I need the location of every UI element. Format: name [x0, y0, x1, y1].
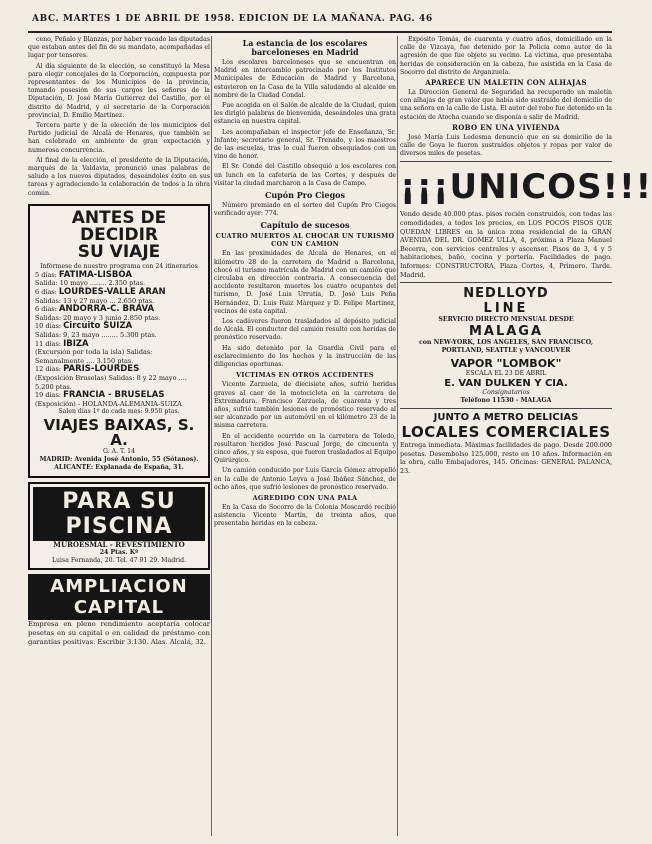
paragraph: Los escolares barceloneses que se encuentran en Madrid en intercambio patrocinado por los Institutos Municipales de Educación de Madrid y Barcelona, estuvieron en la Casa de la Villa saludando al alcalde en nombre de la Ciudad Condal. — [214, 59, 396, 99]
paragraph: Tercera parte y de la elección de los municipios del Partido judicial de Alcalá de Henares, que también se han celebrado en ambiente de gran expectación y numerosa concurrencia. — [28, 122, 210, 154]
travel-ad — [28, 204, 210, 479]
unicos-text: Vendo desde 40.000 ptas. pisos recién construidos, con todas las comodidades, a todos los precios, en LOS POCOS PISOS QUE QUEDAN LIBRES en la única zona residencial de la GRAN AVENIDA DEL DR. GOMEZ ULLA, 4, próxima a Plaza Manuel Becerra, con servicios centrales y ascensor. Pisos de 3, 4 y 5 habitaciones, baño, cocina y portería. Facilidades de pago. Informes: CONSTRUCTORA, Plaza Cortes, 4, Primero. Tarde. Madrid. — [400, 210, 612, 279]
paragraph: Fue acogida en el Salón de alcalde de la Ciudad, quien les dirigió palabras de bienvenida, deseándoles una grata estancia en nuestra capital. — [214, 102, 396, 126]
paragraph: En la Casa de Socorro de la Colonia Moscardó recibió asistencia Vicente Martín, de treinta años, que presentaba heridas en la cabeza. — [214, 503, 396, 528]
headline: Cupón Pro Ciegos — [265, 190, 345, 201]
subheadline: CUATRO MUERTOS AL CHOCAR UN TURISMO CON UN CAMION — [215, 232, 395, 249]
pool-ad-sub: MUROESMAL - REVESTIMIENTO — [53, 540, 185, 550]
nedlloyd-phone: Teléfono 11530 - MALAGA — [460, 397, 552, 405]
divider — [400, 282, 612, 283]
subheadline: AGREDIDO CON UNA PALA — [252, 493, 358, 502]
travel-ad-address: MADRID: Avenida José Antonio, 55 (Sótanos). ALICANTE: Explanada de España, 31. — [39, 456, 199, 472]
nedlloyd-consignees: Consignatarios — [482, 389, 530, 397]
nedlloyd-date: ESCALA EL 23 DE ABRIL — [465, 370, 547, 378]
pool-ad-title: PARA SU PISCINA — [33, 487, 205, 541]
paragraph: Al día siguiente de la elección, se constituyó la Mesa para elegir concejales de la Corporación, compuesta por representantes de los Municipios de la provincia, tomando posesión de sus cargos los señores de la Diputación, D. José María Gutiérrez del Castillo, por el distrito de Madrid, y el secretario de la Corporación provincial, D. Emilio Martínez. — [28, 62, 210, 119]
trip-item: 11 días: IBIZA (Excursión por toda la isla) Salidas: Semanalmente .... 3.150 ptas. — [35, 338, 153, 365]
nedlloyd-line: LINE — [483, 301, 529, 317]
trip-item: 6 días: ANDORRA-C. BRAVA Salidas: 20 mayo y 3 junio 2.850 ptas. — [35, 304, 161, 322]
paragraph: El Sr. Conde del Castillo obsequió a los escolares con un lunch en la cafetería de las Cortes, y después de visitar la ciudad marcharon a la Casa de Campo. — [214, 163, 396, 187]
subheadline: VICTIMAS EN OTROS ACCIDENTES — [236, 371, 374, 380]
nedlloyd-destinations: con NEW-YORK, LOS ANGELES, SAN FRANCISCO, PORTLAND, SEATTLE y VANCOUVER — [419, 339, 593, 355]
paragraph: Expósito Tomás, de cuarenta y cuatro años, domiciliado en la calle de Vizcaya, fue detenido por la Policía como autor de la agresión de que fue objeto su vecino. La víctima, que presentaba heridas de consideración en la cabeza, fue asistida en la Casa de Socorro del distrito de Arganzuela. — [400, 36, 612, 76]
travel-ad-title: ANTES DE DECIDIR — [71, 207, 167, 245]
capital-ad-title: AMPLIACION CAPITAL — [28, 574, 210, 620]
paragraph: Un camión conducido por Luis García Gómez atropelló en la calle de Antonio Leyva a José Ibáñez Sánchez, de ocho años, que sufrió lesiones de pronóstico reservado. — [214, 467, 396, 491]
paragraph: Les acompañaban el inspector jefe de Enseñanza, Sr. Infante; secretario general, Sr. Trenado, y los maestros de las escuelas, tras lo cual fueron obsequiados con un vino de honor. — [214, 128, 396, 161]
paragraph: Los cadáveres fueron trasladados al depósito judicial de Alcalá. El conductor del camión resultó con heridas de pronóstico reservado. — [214, 318, 396, 342]
locales-text: Entrega inmediata. Máximas facilidades de pago. Desde 200.000 pesetas. Desembolso 125.000, resto en 10 años. Información en la obra, calle Embajadores, 145. Oficinas: GENERAL PALANCA, 23. — [400, 441, 612, 475]
locales-kicker: JUNTO A METRO DELICIAS — [433, 412, 579, 424]
nedlloyd-agent: E. VAN DULKEN Y CIA. — [444, 378, 568, 390]
subheadline: APARECE UN MALETIN CON ALHAJAS — [425, 78, 587, 88]
nedlloyd-ad — [400, 286, 612, 405]
paragraph: En las proximidades de Alcalá de Henares, en el kilómetro 28 de la carretera de Madrid a Barcelona, chocó el turismo matrícula de Madrid con un camión que circulaba en dirección contraria. A consecuencia del accidente resultaron muertos los cuatro ocupantes del turismo, D. José Luis Urrutia, D. José Luis Peña Hernández, D. Luis Ruiz Márquez y D. Felipe Martínez, vecinos de esta capital. — [214, 250, 396, 315]
unicos-ad — [400, 167, 652, 279]
headline: La estancia de los escolares barceloneses en Madrid — [242, 38, 368, 57]
paragraph: La Dirección General de Seguridad ha recuperado un maletín con alhajas de gran valor que había sido sustraído del domicilio de una señora en la calle de Lista. El autor del robo fue detenido en la estación de Atocha cuando se disponía a salir de Madrid. — [400, 89, 612, 121]
trip-item: 5 días: FATIMA-LISBOA Salida: 10 mayo ........ 2.350 ptas. — [35, 269, 146, 288]
column-divider-2 — [397, 36, 398, 836]
subheadline: ROBO EN UNA VIVIENDA — [452, 122, 560, 132]
divider — [400, 161, 612, 162]
travel-ad-footer: Salen días 1º de cada mes: 9.950 ptas. — [58, 408, 180, 416]
paragraph: Vicente Zarzuela, de diecisiete años, sufrió heridas graves al caer de la motocicleta en la carretera de Extremadura. Francisco Zarzuela, de cuarenta y tres años, sufrió también lesiones de pronóstico reservado al ser alcanzado por un automóvil en el kilómetro 23 de la misma carretera. — [214, 381, 396, 430]
travel-ad-brand: VIAJES BAIXAS, S. A. — [43, 416, 195, 450]
travel-ad-title-2: SU VIAJE — [77, 241, 161, 262]
travel-ad-intro: Infórmese de nuestro programa con 24 itinerarios — [40, 262, 198, 270]
trip-item: 12 días: PARIS-LOURDES (Exposición Bruselas) Salidas: 8 y 22 mayo .... 5.200 ptas. — [35, 364, 187, 391]
pool-ad-price: 24 Ptas. Kº — [99, 549, 139, 557]
locales-ad — [400, 412, 612, 475]
column-divider-1 — [211, 36, 212, 836]
capital-ad — [28, 574, 210, 646]
travel-ad-brand-sub: G. A. T. 14 — [102, 448, 136, 456]
column-3 — [400, 36, 652, 836]
nedlloyd-vessel: VAPOR "LOMBOK" — [450, 357, 562, 371]
paragraph: Al final de la elección, el presidente de la Diputación, marqués de la Valdavia, pronunció unas palabras de saludo a los nuevos diputados, deseándoles éxito en sus tareas y agradeciendo la colaboración de todos a la obra común. — [28, 156, 210, 197]
trip-list — [35, 271, 203, 409]
paragraph: ceno, Peñalo y Blanzas, por haber vacado las diputadas que estaban antes del fin de su mandato, acompañadas el lugar por tensores. — [28, 36, 210, 60]
page-header: ABC. MARTES 1 DE ABRIL DE 1958. EDICION DE LA MAÑANA. PAG. 46 — [32, 14, 433, 24]
trip-item: 10 días: Circuito SUIZA Salidas: 9, 23 mayo ........ 5.300 ptas. — [35, 321, 157, 340]
trip-item: 19 días: FRANCIA - BRUSELAS (Exposición) - HOLANDA-ALEMANIA-SUIZA — [35, 390, 182, 408]
divider — [400, 408, 612, 409]
locales-title: LOCALES COMERCIALES — [401, 423, 611, 442]
paragraph: José María Luis Ledesma denunció que en su domicilio de la calle de Goya le fueron sustraídos objetos y ropas por valor de diversos miles de pesetas. — [400, 133, 612, 158]
paragraph: En el accidente ocurrido en la carretera de Toledo, resultaron heridos José Pascual Jorge, de cincuenta y cinco años, y su esposa, que fueron trasladados al Equipo Quirúrgico. — [214, 432, 396, 465]
unicos-title: ¡¡¡UNICOS!!! — [400, 167, 652, 208]
column-1 — [28, 36, 210, 836]
headline: Capítulo de sucesos — [260, 220, 350, 231]
nedlloyd-title: NEDLLOYD — [463, 286, 549, 302]
nedlloyd-service: SERVICIO DIRECTO MENSUAL DESDE — [438, 316, 574, 324]
nedlloyd-port: MALAGA — [468, 324, 544, 340]
capital-ad-text: Empresa en pleno rendimiento aceptaría colocar pesetas en su capital o en calidad de préstamo con garantías positivas. Escribir 3.130. Alas. Alcalá, 32. — [28, 620, 210, 646]
paragraph: Ha sido detenido por la Guardia Civil para el esclarecimiento de los hechos y la instrucción de las diligencias oportunas. — [214, 344, 396, 369]
trip-item: 6 días: LOURDES-VALLE ARAN Salidas: 13 y 27 mayo ... 2.650 ptas. — [35, 287, 166, 305]
paragraph: Número premiado en el sorteo del Cupón Pro Ciegos verificado ayer: 774. — [214, 202, 396, 218]
column-2 — [214, 36, 396, 836]
pool-ad — [28, 482, 210, 570]
header-rule — [28, 31, 612, 33]
pool-ad-address: Luisa Fernanda, 20. Tel. 47 91 29. Madrid. — [51, 557, 187, 565]
